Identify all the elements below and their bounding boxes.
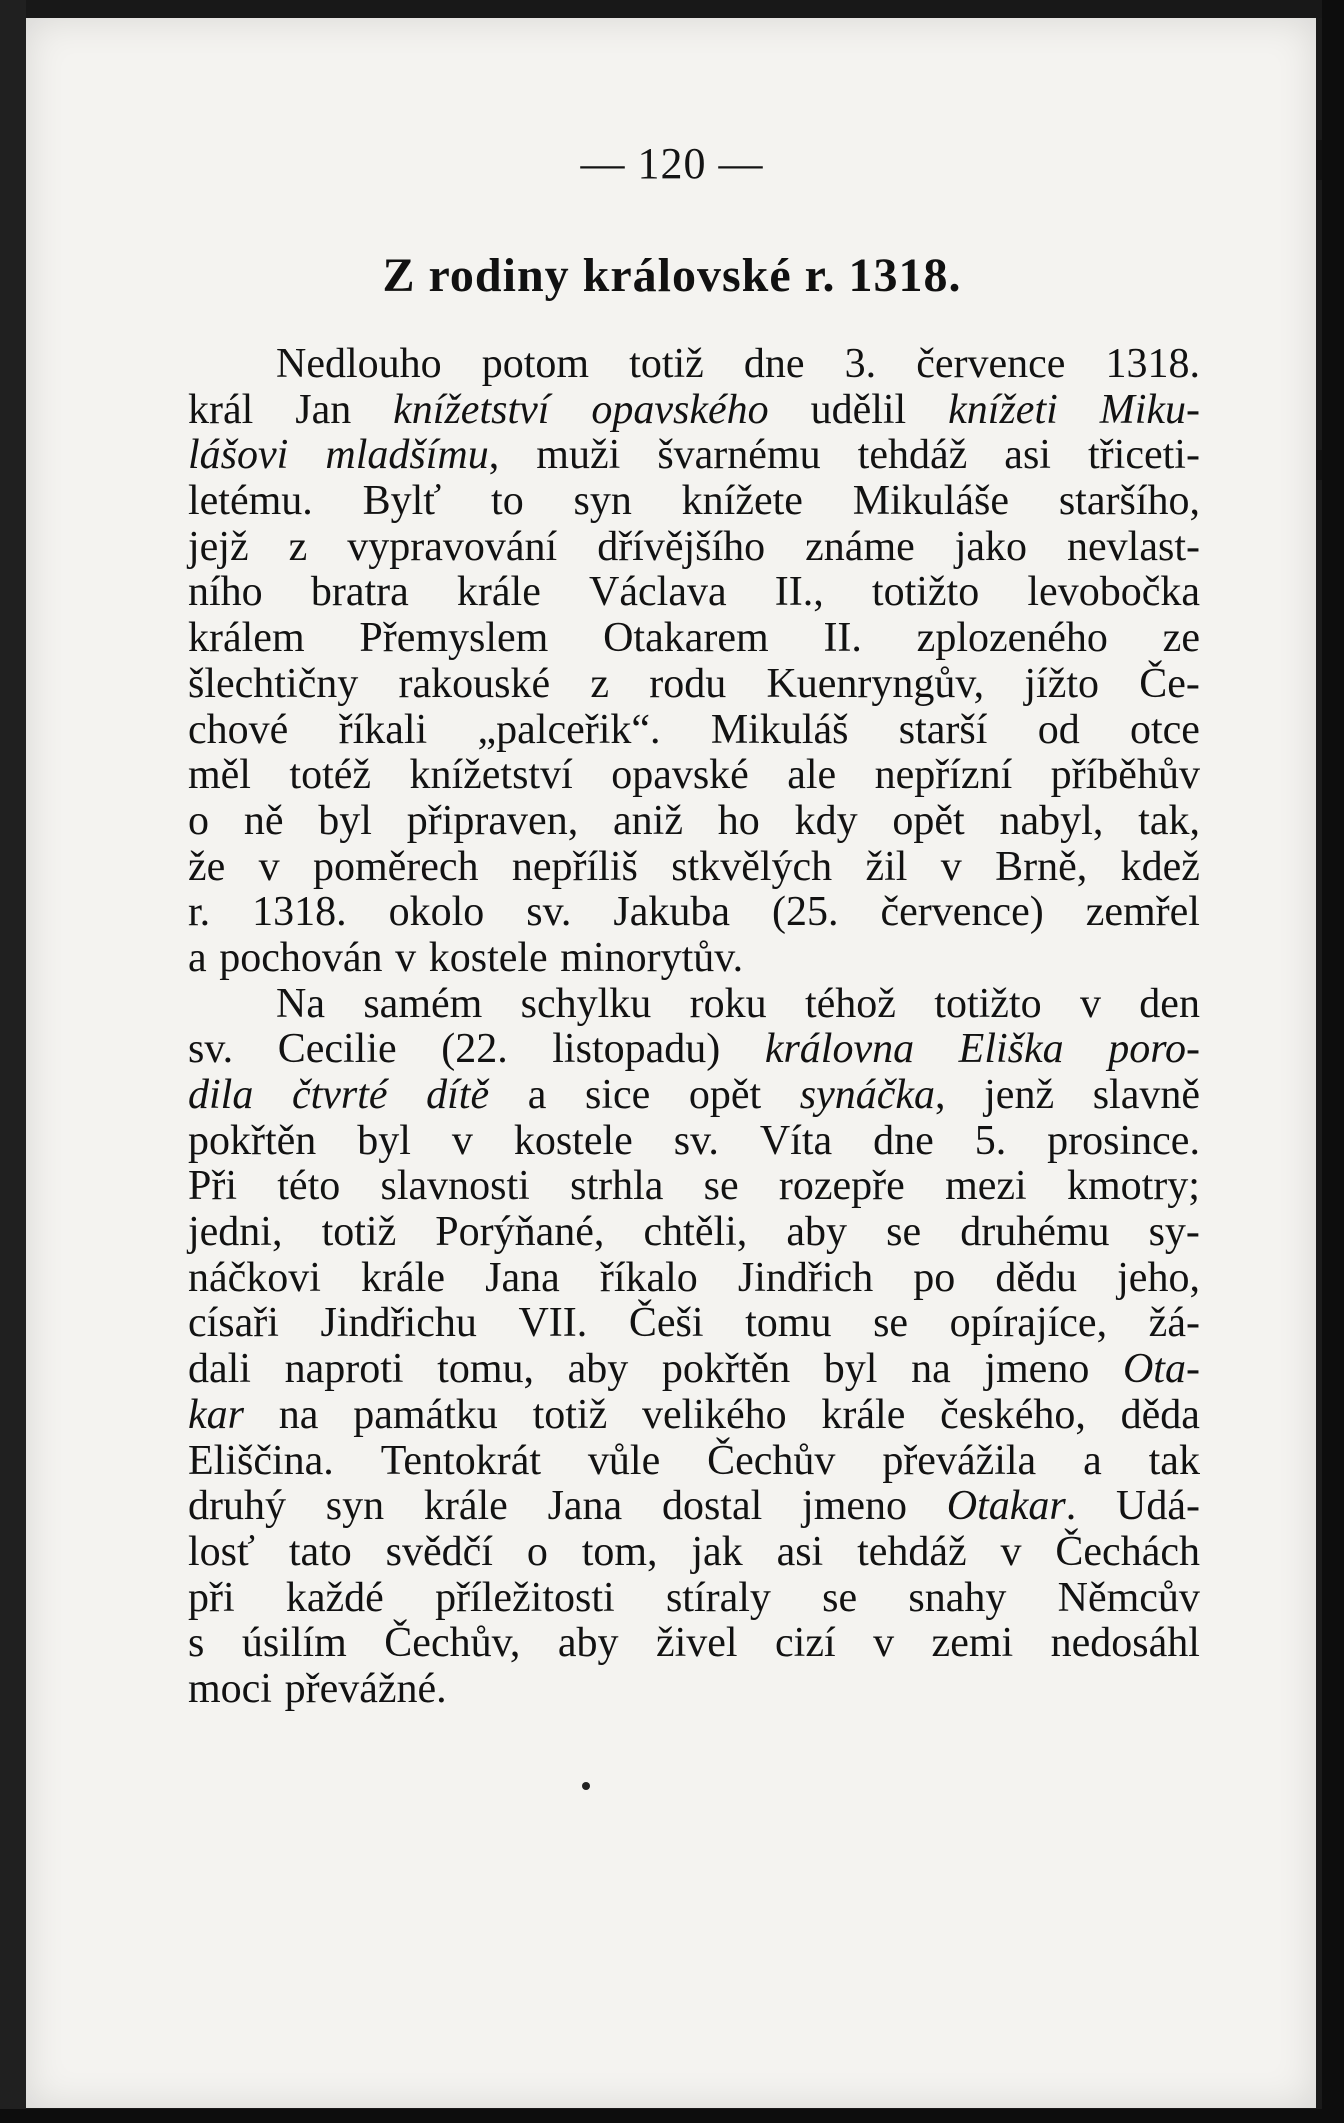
word: minorytův. — [560, 934, 744, 981]
text-line — [188, 936, 1200, 982]
word: knížetství — [409, 752, 573, 799]
word: slavně — [1092, 1072, 1200, 1118]
word: v — [873, 1620, 895, 1667]
text-line — [188, 1667, 1200, 1713]
word: knížeti — [948, 386, 1058, 433]
word: (22. — [441, 1026, 508, 1073]
word: jak — [691, 1528, 743, 1575]
text-line — [188, 1484, 1200, 1530]
word: ho — [717, 797, 760, 844]
scan-edge-right — [1322, 0, 1344, 2123]
word: sv. — [673, 1117, 719, 1164]
word: Tentokrát — [380, 1437, 542, 1484]
word: byl — [823, 1346, 878, 1393]
word: říkali — [338, 706, 428, 753]
text-line — [188, 570, 1200, 616]
word: stíraly — [665, 1574, 771, 1621]
word: pokřtěn — [188, 1117, 317, 1164]
word: moci — [188, 1665, 272, 1712]
word: dítě — [426, 1072, 490, 1118]
word: 3. — [844, 341, 877, 387]
word: udělil — [810, 386, 907, 433]
word: Otakarem — [603, 615, 769, 662]
word: při — [188, 1574, 235, 1621]
word: s — [188, 1620, 205, 1667]
word: druhému — [960, 1209, 1110, 1256]
word: této — [277, 1163, 341, 1210]
text-line — [188, 708, 1200, 754]
word: v — [258, 843, 280, 890]
ink-speck — [582, 1782, 590, 1790]
chapter-title: Z rodiny královské r. 1318. — [382, 249, 962, 302]
scan-edge-bottom — [0, 2109, 1344, 2123]
word: opět — [688, 1072, 762, 1118]
word: jejž — [188, 523, 249, 570]
word: a — [527, 1072, 547, 1118]
word: třiceti- — [1088, 432, 1200, 479]
word: Jana — [547, 1483, 623, 1530]
word: to — [491, 478, 524, 525]
word: snahy — [908, 1574, 1007, 1621]
text-line — [188, 479, 1200, 525]
word: července — [916, 341, 1066, 387]
word: 1318. — [1105, 341, 1200, 387]
word: a — [1083, 1437, 1102, 1484]
word: Jana — [485, 1254, 560, 1301]
word: živel — [655, 1620, 738, 1667]
word: že — [188, 843, 226, 890]
word: se — [886, 1209, 922, 1256]
word: jížto — [1024, 660, 1100, 707]
word: od — [1037, 706, 1080, 753]
word: se — [703, 1163, 739, 1210]
word: totižto — [934, 980, 1042, 1027]
word: dědu — [995, 1254, 1078, 1301]
word: zplozeného — [916, 615, 1108, 662]
word: „palceřik“. — [477, 706, 661, 753]
word: asi — [1004, 432, 1051, 479]
scan-edge-top — [0, 0, 1344, 18]
word: knížete — [681, 478, 803, 525]
word: po — [913, 1254, 956, 1301]
word: Cecilie — [277, 1026, 397, 1073]
text-line — [188, 388, 1200, 434]
word: jeho, — [1117, 1254, 1200, 1301]
word: nabyl, — [999, 797, 1104, 844]
word: totéž — [289, 752, 372, 799]
word: Eliščina. — [188, 1437, 334, 1484]
word: opavské — [611, 752, 749, 799]
word: byl — [357, 1117, 411, 1164]
word: velikého — [642, 1391, 787, 1438]
word: z — [288, 523, 308, 570]
word: tato — [288, 1528, 352, 1575]
word: v — [1079, 980, 1101, 1027]
word: Bylť — [362, 478, 442, 525]
word: chtěli, — [643, 1209, 748, 1256]
word: nevlast- — [1067, 523, 1200, 570]
text-line — [188, 525, 1200, 571]
text-line — [188, 1393, 1200, 1439]
word: ně — [243, 797, 284, 844]
word: příležitosti — [435, 1574, 615, 1621]
word: 1318. — [252, 889, 347, 936]
word: synáčka, — [799, 1072, 946, 1118]
word: tehdáž — [857, 432, 968, 479]
word: Čechův — [707, 1437, 836, 1484]
word: stkvělých — [671, 843, 833, 890]
word: zemřel — [1085, 889, 1200, 936]
word: krále — [361, 1254, 445, 1301]
word: otce — [1130, 706, 1200, 753]
word: říkalo — [599, 1254, 698, 1301]
word: asi — [776, 1528, 824, 1575]
word: losť — [188, 1528, 255, 1575]
word: samém — [363, 980, 483, 1027]
word: připraven, — [406, 797, 579, 844]
word: krále — [423, 1483, 508, 1530]
word: jenž — [984, 1072, 1055, 1118]
word: strhla — [570, 1163, 664, 1210]
word: Eliška — [958, 1026, 1064, 1073]
text-line — [188, 1530, 1200, 1576]
text-line — [188, 845, 1200, 891]
word: v — [395, 934, 417, 981]
text-line — [188, 1347, 1200, 1393]
word: vůle — [587, 1437, 661, 1484]
word: krále — [821, 1391, 906, 1438]
word: nepříliš — [511, 843, 638, 890]
word: českého, — [940, 1391, 1086, 1438]
word: památku — [353, 1391, 498, 1438]
word: muži — [536, 432, 621, 479]
text-line — [188, 342, 1200, 388]
word: naproti — [284, 1346, 404, 1393]
text-line — [188, 982, 1200, 1028]
word: ale — [787, 752, 837, 799]
text-line — [188, 1576, 1200, 1622]
word: jedni, — [188, 1209, 283, 1256]
word: sv. — [188, 1026, 234, 1073]
text-line — [188, 1256, 1200, 1302]
word: syn — [573, 478, 632, 525]
binding-mark — [1316, 450, 1322, 480]
word: kdy — [794, 797, 858, 844]
word: syn — [325, 1483, 385, 1530]
word: dne — [873, 1117, 934, 1164]
word: Mikuláše — [852, 478, 1010, 525]
word: žil — [865, 843, 908, 890]
word: Jan — [295, 386, 352, 433]
text-line — [188, 616, 1200, 662]
word: II. — [823, 615, 862, 662]
word: žá- — [1148, 1300, 1200, 1347]
word: poro- — [1108, 1026, 1200, 1073]
word: potom — [481, 341, 590, 387]
word: měl — [188, 752, 251, 799]
word: jmeno — [802, 1483, 908, 1530]
word: knížetství — [393, 386, 550, 433]
word: švarnému — [657, 432, 821, 479]
word: v — [940, 843, 962, 890]
word: svědčí — [385, 1528, 493, 1575]
word: se — [873, 1300, 909, 1347]
text-line — [188, 1621, 1200, 1667]
word: tak — [1148, 1437, 1200, 1484]
word: kmotry; — [1066, 1163, 1200, 1210]
word: čtvrté — [291, 1072, 388, 1118]
word: aby — [567, 1346, 629, 1393]
word: totiž — [532, 1391, 608, 1438]
word: v — [451, 1117, 473, 1164]
word: Brně, — [995, 843, 1088, 890]
word: starší — [898, 706, 988, 753]
word: dřívějšího — [597, 523, 766, 570]
word: na — [278, 1391, 319, 1438]
word: tehdáž — [857, 1528, 967, 1575]
word: totiž — [629, 341, 704, 387]
word: král — [188, 386, 254, 433]
word: královna — [764, 1026, 915, 1073]
word: jako — [954, 523, 1028, 570]
word: Němcův — [1057, 1574, 1200, 1621]
word: levobočka — [1027, 569, 1200, 616]
word: tak, — [1138, 797, 1200, 844]
text-line — [188, 662, 1200, 708]
word: rakouské — [398, 660, 551, 707]
word: den — [1139, 980, 1200, 1027]
word: slavnosti — [380, 1163, 530, 1210]
word: Mikuláš — [710, 706, 849, 753]
word: Nedlouho — [276, 341, 442, 387]
word: Jindřichu — [320, 1300, 477, 1347]
word: II., — [774, 569, 824, 616]
word: z — [590, 660, 609, 707]
word: aby — [557, 1620, 619, 1667]
word: náčkovi — [188, 1254, 321, 1301]
word: dostal — [661, 1483, 763, 1530]
word: cizí — [775, 1620, 836, 1667]
word: Čechách — [1055, 1528, 1200, 1575]
text-line — [188, 890, 1200, 936]
text-line — [188, 433, 1200, 479]
word: o — [188, 797, 209, 844]
word: Jindřich — [737, 1254, 874, 1301]
word: okolo — [388, 889, 485, 936]
word: na — [911, 1346, 951, 1393]
word: roku — [689, 980, 767, 1027]
word: krále — [456, 569, 541, 616]
word: letému. — [188, 478, 313, 525]
word: císaři — [188, 1300, 279, 1347]
word: tomu, — [437, 1346, 535, 1393]
word: schylku — [520, 980, 652, 1027]
word: byl — [318, 797, 372, 844]
word: lášovi — [188, 432, 289, 479]
word: pokřtěn — [661, 1346, 791, 1393]
text-line — [188, 1073, 1200, 1119]
word: nedosáhl — [1050, 1620, 1200, 1667]
word: 5. — [974, 1117, 1007, 1164]
word: děda — [1120, 1391, 1200, 1438]
word: kostele — [513, 1117, 633, 1164]
word: o — [526, 1528, 548, 1575]
word: mezi — [945, 1163, 1027, 1210]
word: července) — [880, 889, 1044, 936]
word: Kuenryngův, — [766, 660, 985, 707]
word: (25. — [772, 889, 839, 936]
word: Jakuba — [613, 889, 731, 936]
word: poměrech — [312, 843, 479, 890]
word: dila — [188, 1072, 254, 1118]
word: rodu — [649, 660, 727, 707]
word: kostele — [428, 934, 548, 981]
word: Ota- — [1122, 1346, 1200, 1393]
word: Češi — [628, 1300, 704, 1347]
word: tomu — [745, 1300, 832, 1347]
word: a — [188, 934, 207, 981]
word: šlechtičny — [188, 660, 359, 707]
word: jmeno — [984, 1346, 1090, 1393]
word: opět — [892, 797, 965, 844]
word: VII. — [518, 1300, 588, 1347]
word: dne — [743, 341, 805, 387]
word: Při — [188, 1163, 238, 1210]
word: r. — [188, 889, 211, 936]
word: Udá- — [1116, 1483, 1200, 1530]
word: totižto — [871, 569, 980, 616]
word: opavského — [591, 386, 769, 433]
word: prosince. — [1047, 1117, 1200, 1164]
text-line — [188, 1164, 1200, 1210]
scan-edge-left — [0, 0, 26, 2123]
word: ního — [188, 569, 263, 616]
word: převážila — [882, 1437, 1037, 1484]
word: příběhův — [1050, 752, 1200, 799]
word: kar — [188, 1391, 244, 1438]
word: kdež — [1120, 843, 1200, 890]
word: sv. — [526, 889, 572, 936]
word: dali — [188, 1346, 251, 1393]
word: každé — [285, 1574, 384, 1621]
page-number: — 120 — — [580, 139, 764, 188]
text-line — [188, 1301, 1200, 1347]
word: sy- — [1148, 1209, 1200, 1256]
text-line — [188, 1439, 1200, 1485]
word: ze — [1162, 615, 1200, 662]
word: králem — [188, 615, 305, 662]
word: chové — [188, 706, 289, 753]
word: se — [822, 1574, 858, 1621]
word: druhý — [188, 1483, 286, 1530]
word: převážné. — [284, 1665, 447, 1712]
word: totiž — [321, 1209, 397, 1256]
word: Če- — [1139, 660, 1200, 707]
word: opírajíce, — [949, 1300, 1108, 1347]
word: Porýňané, — [435, 1209, 605, 1256]
word: Na — [276, 980, 325, 1027]
word: Václava — [589, 569, 727, 616]
word: aby — [786, 1209, 848, 1256]
word: Otakar. — [946, 1483, 1077, 1530]
word: Miku- — [1099, 386, 1200, 433]
word: mladšímu, — [325, 432, 500, 479]
word: tom, — [581, 1528, 658, 1575]
word: Přemyslem — [359, 615, 549, 662]
word: listopadu) — [552, 1026, 721, 1073]
word: Čechův, — [384, 1620, 521, 1667]
word: Víta — [759, 1117, 833, 1164]
text-line — [188, 1119, 1200, 1165]
text-line — [188, 753, 1200, 799]
word: známe — [805, 523, 915, 570]
word: vypravování — [347, 523, 558, 570]
word: aniž — [613, 797, 683, 844]
text-line — [188, 799, 1200, 845]
word: nepřízní — [874, 752, 1013, 799]
word: úsilím — [241, 1620, 347, 1667]
word: v — [1000, 1528, 1022, 1575]
word: staršího, — [1058, 478, 1200, 525]
word: rozepře — [778, 1163, 905, 1210]
word: zemi — [931, 1620, 1014, 1667]
word: bratra — [310, 569, 409, 616]
text-line — [188, 1210, 1200, 1256]
word: téhož — [804, 980, 896, 1027]
word: pochován — [219, 934, 383, 981]
body-text — [188, 342, 1200, 1713]
text-line — [188, 1027, 1200, 1073]
word: sice — [584, 1072, 651, 1118]
